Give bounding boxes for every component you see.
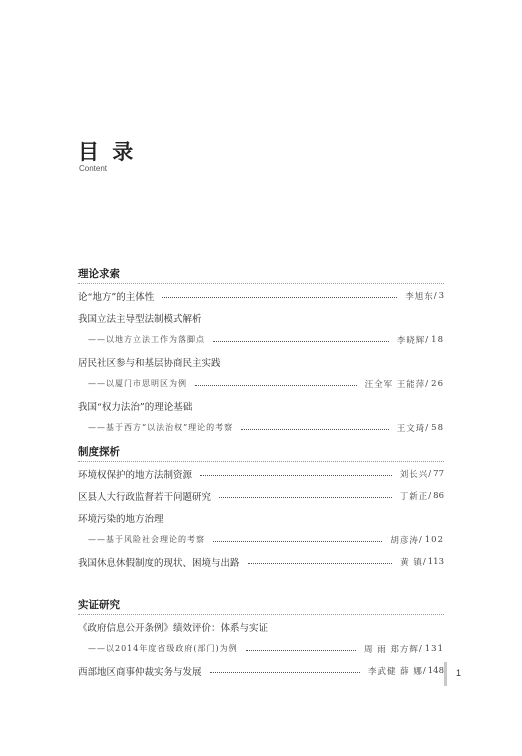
entry-author: 王文琦 [396, 423, 426, 434]
entry-title: 《政府信息公开条例》绩效评价：体系与实证 [78, 622, 269, 634]
page-marker-bar [444, 662, 447, 686]
page-separator: / [425, 378, 430, 389]
entry-page-number: 102 [424, 534, 444, 545]
entry-author: 汪全军 王能萍 [364, 379, 426, 390]
entry-page-number: 26 [431, 378, 444, 389]
entry-title: ——基于风险社会理论的考察 [88, 535, 205, 544]
section-heading: 理论求索 [78, 268, 120, 280]
toc-entry-row[interactable] [78, 619, 444, 634]
page-separator: / [428, 490, 432, 501]
page-separator: / [422, 665, 426, 676]
entry-title: 环境污染的地方治理 [78, 513, 164, 525]
entry-title: 环境权保护的地方法制资源 [78, 469, 193, 481]
toc-subtitle-row[interactable] [88, 420, 444, 435]
toc-subtitle-row[interactable] [88, 332, 444, 347]
dot-leader [195, 385, 357, 386]
entry-author: 胡彦涛 [390, 535, 419, 546]
toc-entry-row[interactable] [78, 310, 444, 325]
dot-leader [246, 650, 356, 651]
entry-title: ——以2014年度省级政府(部门)为例 [88, 644, 238, 653]
page-separator: / [428, 468, 432, 479]
toc-entry-row[interactable] [78, 510, 444, 525]
dot-leader [219, 497, 392, 498]
entry-title: 我国休息休假制度的现状、困境与出路 [78, 557, 240, 569]
page-separator: / [425, 334, 430, 345]
entry-title: 我国立法主导型法制模式解析 [78, 313, 202, 325]
entry-page-number: 131 [424, 643, 444, 654]
toc-entry-row[interactable] [78, 663, 444, 678]
entry-author: 刘长兴 [399, 469, 429, 480]
entry-author: 李旭东 [405, 291, 434, 302]
page-separator: / [418, 643, 423, 654]
page-number: 1 [456, 668, 462, 678]
entry-page-number: 58 [431, 422, 444, 433]
toc-entry-row[interactable] [78, 288, 444, 303]
dot-leader [162, 297, 397, 298]
toc-entry-row[interactable] [78, 398, 444, 413]
dot-leader [248, 563, 393, 564]
entry-title: ——基于西方“以法治权”理论的考察 [88, 423, 234, 432]
page-separator: / [418, 534, 423, 545]
entry-title: 居民社区参与和基层协商民主实践 [78, 357, 221, 369]
entry-title: 我国“权力法治”的理论基础 [78, 401, 193, 413]
entry-author: 周 雨 郑方辉 [363, 644, 419, 655]
section-divider [78, 614, 444, 615]
page-separator: / [422, 556, 426, 567]
page-title: 目 录 [78, 139, 137, 164]
toc-entry-row[interactable] [78, 466, 444, 481]
section-divider [78, 461, 444, 462]
entry-title: 西部地区商事仲裁实务与发展 [78, 666, 202, 678]
entry-title: 区县人大行政监督若干问题研究 [78, 491, 212, 503]
toc-subtitle-row[interactable] [88, 376, 444, 391]
page-separator: / [433, 290, 437, 301]
dot-leader [213, 341, 389, 342]
toc-subtitle-row[interactable] [88, 532, 444, 547]
section-heading: 制度探析 [78, 446, 120, 458]
page-subtitle: Content [79, 164, 108, 173]
dot-leader [213, 541, 382, 542]
toc-subtitle-row[interactable] [88, 641, 444, 656]
dot-leader [200, 475, 392, 476]
entry-page-number: 3 [438, 290, 444, 301]
entry-author: 黄 镇 [400, 557, 423, 568]
entry-page-number: 86 [433, 490, 444, 501]
toc-entry-row[interactable] [78, 354, 444, 369]
entry-author: 丁新正 [399, 491, 429, 502]
entry-page-number: 148 [427, 665, 444, 676]
entry-title: ——以地方立法工作为落脚点 [88, 335, 205, 344]
page-separator: / [425, 422, 430, 433]
toc-entry-row[interactable] [78, 554, 444, 569]
toc-entry-row[interactable] [78, 488, 444, 503]
entry-page-number: 77 [433, 468, 444, 479]
entry-page-number: 113 [427, 556, 444, 567]
section-divider [78, 283, 444, 284]
dot-leader [241, 429, 389, 430]
entry-title: 论“地方”的主体性 [78, 291, 155, 303]
dot-leader [210, 672, 360, 673]
entry-title: ——以厦门市思明区为例 [88, 379, 187, 388]
entry-author: 李武健 薛 娜 [367, 666, 423, 677]
section-heading: 实证研究 [78, 599, 120, 611]
entry-author: 李晓辉 [396, 335, 426, 346]
entry-page-number: 18 [431, 334, 444, 345]
